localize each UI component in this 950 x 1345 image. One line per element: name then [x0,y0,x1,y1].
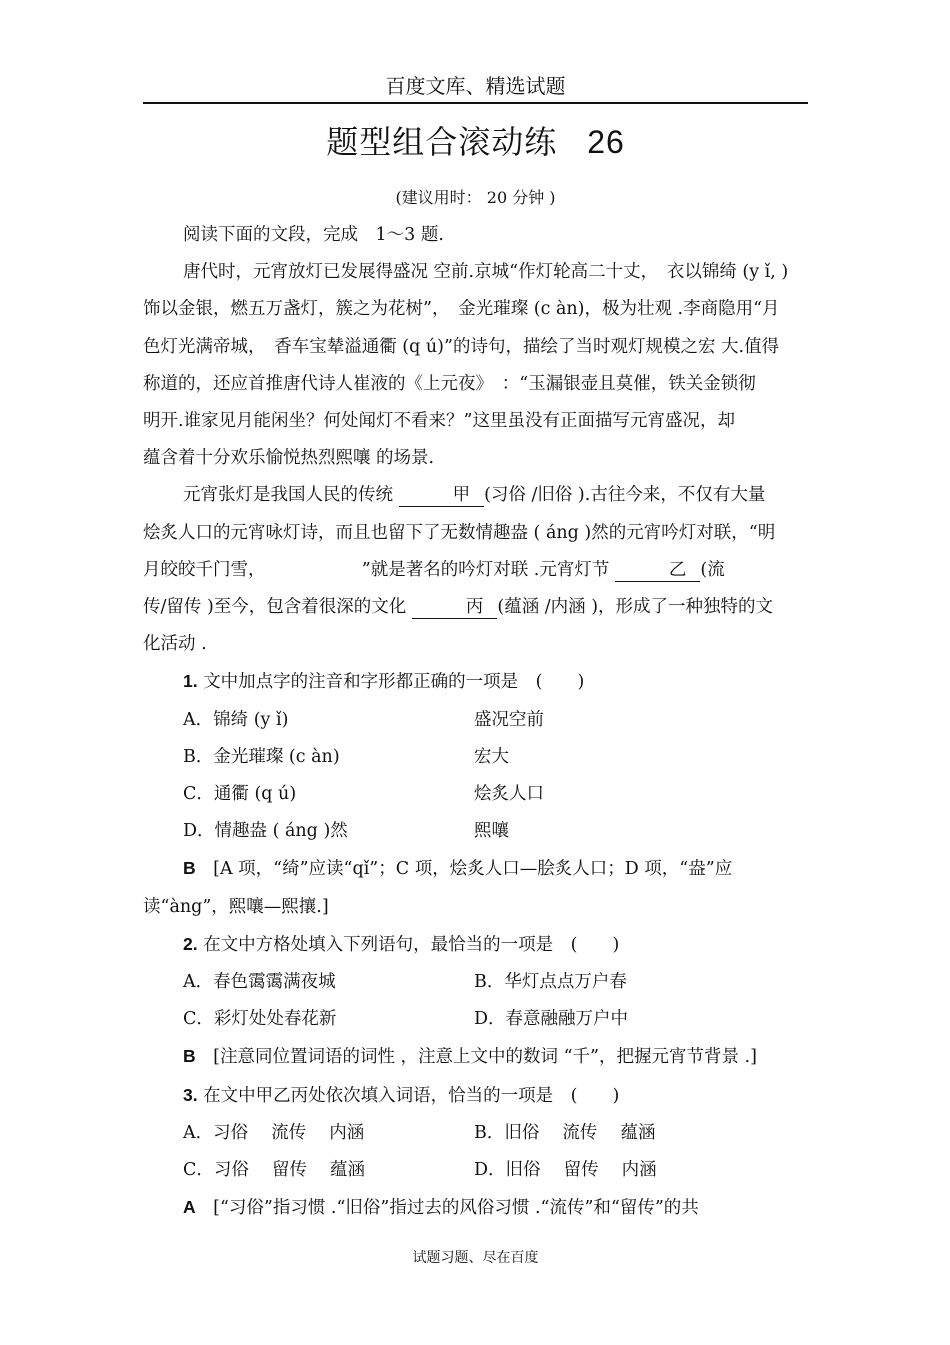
blank-bing: 丙 [412,596,498,619]
option-text: B．华灯点点万户春 [474,972,627,993]
question-number: 3. [183,1084,198,1105]
passage-text: 传/留传 )至今，包含着很深的文化 [143,597,407,618]
passage-paragraph-2 [143,477,808,663]
passage-text: (流 [700,559,725,580]
question-number: 2. [183,933,198,954]
question-text: 文中加点字的注音和字形都正确的一项是 ( ) [203,672,585,693]
instruction: 阅读下面的文段，完成 1～3 题. [183,225,444,245]
question-2-answer [143,1038,808,1076]
passage-line: 称道的，还应首推唐代诗人崔液的《上元夜》 ：“玉漏银壶且莫催，铁关金锁彻 [143,373,756,394]
option-text: D．情趣盎 ( áng )然 [183,821,348,842]
passage-text: 烩炙人口的元宵咏灯诗，而且也留下了无数情趣盎 ( áng )然的元宵吟灯对联，“明 [143,522,776,543]
option-text: C．习俗 留传 蕴涵 [183,1160,366,1181]
option-text: 宏大 [474,746,509,767]
question-3-answer [143,1189,808,1227]
passage-line: 色灯光满帝城， 香车宝辇溢通衢 (q ú)”的诗句，描绘了当时观灯规模之宏 大.值得 [143,336,780,357]
passage-text: 元宵张灯是我国人民的传统 [183,485,393,506]
question-2-options-row-2 [143,1001,808,1038]
option-text: B．旧俗 流传 蕴涵 [474,1122,656,1143]
page-footer: 试题习题、尽在百度 [412,1250,539,1266]
question-text: 在文中方格处填入下列语句，最恰当的一项是 ( ) [203,934,620,955]
option-text: A．锦绮 (y ǐ) [183,709,289,730]
question-2-stem [143,926,808,964]
option-text: D．旧俗 留传 内涵 [474,1160,657,1181]
page-header: 百度文库、精选试题 [385,74,566,98]
page-title [143,118,808,166]
exercise-content [143,217,808,1227]
option-text: 熙嚷 [474,821,509,842]
passage-line: 唐代时，元宵放灯已发展得盛况 空前.京城“作灯轮高二十丈， 衣以锦绮 (y ǐ, ) [183,262,789,283]
passage-line: 饰以金银，燃五万盏灯，簇之为花树”， 金光璀璨 (c àn)，极为壮观 .李商隐用“月 [143,299,780,320]
answer-explanation: [注意同位置词语的词性 ，注意上文中的数词 “千”，把握元宵节背景 .] [213,1047,757,1068]
passage-paragraph-1 [143,254,808,477]
option-text: C．彩灯处处春花新 [183,1009,337,1030]
question-1-answer [143,850,808,888]
blank-jia: 甲 [399,484,485,507]
answer-letter: B [183,858,196,879]
passage-text: 化活动 . [143,634,207,655]
passage-line: 蕴含着十分欢乐愉悦热烈熙嚷 的场景. [143,448,435,469]
question-1-answer-cont: 读“àng”，熙嚷—熙攘.] [143,896,329,917]
question-1-option-d [143,813,808,850]
answer-explanation: [A 项，“绮”应读“qǐ”；C 项，烩炙人口—脍炙人口；D 项，“盎”应 [213,859,733,880]
question-1-option-c [143,776,808,813]
suggested-time: (建议用时： 20 分钟 ) [395,188,556,207]
passage-text: 月皎皎千门雪， ”就是著名的吟灯对联 .元宵灯节 [143,559,610,580]
option-text: D．春意融融万户中 [474,1009,629,1030]
option-text: 烩炙人口 [474,784,544,805]
header-divider [143,102,808,104]
passage-text: (习俗 /旧俗 ).古往今来，不仅有大量 [484,485,766,506]
option-text: A．春色霭霭满夜城 [183,972,336,993]
passage-text: (蕴涵 /内涵 )，形成了一种独特的文 [497,597,774,618]
question-1-option-a [143,702,808,739]
question-1-stem [143,663,808,701]
passage-line: 明开.谁家见月能闲坐？何处闻灯不看来？”这里虽没有正面描写元宵盛况，却 [143,411,736,432]
question-1-option-b [143,739,808,776]
answer-letter: A [183,1197,196,1218]
question-number: 1. [183,671,198,692]
title-number: 26 [587,124,625,160]
answer-letter: B [183,1046,196,1067]
option-text: 盛况空前 [474,709,544,730]
option-text: B．金光璀璨 (c àn) [183,746,340,767]
question-text: 在文中甲乙丙处依次填入词语，恰当的一项是 ( ) [203,1085,620,1106]
option-text: A．习俗 流传 内涵 [183,1122,365,1143]
question-2-options-row-1 [143,964,808,1001]
title-text: 题型组合滚动练 [326,123,558,161]
question-3-options-row-2 [143,1152,808,1189]
option-text: C．通衢 (q ú) [183,784,297,805]
question-3-options-row-1 [143,1115,808,1152]
question-3-stem [143,1077,808,1115]
answer-explanation: [“习俗”指习惯 .“旧俗”指过去的风俗习惯 .“流传”和“留传”的共 [213,1198,699,1219]
blank-yi: 乙 [615,559,701,582]
